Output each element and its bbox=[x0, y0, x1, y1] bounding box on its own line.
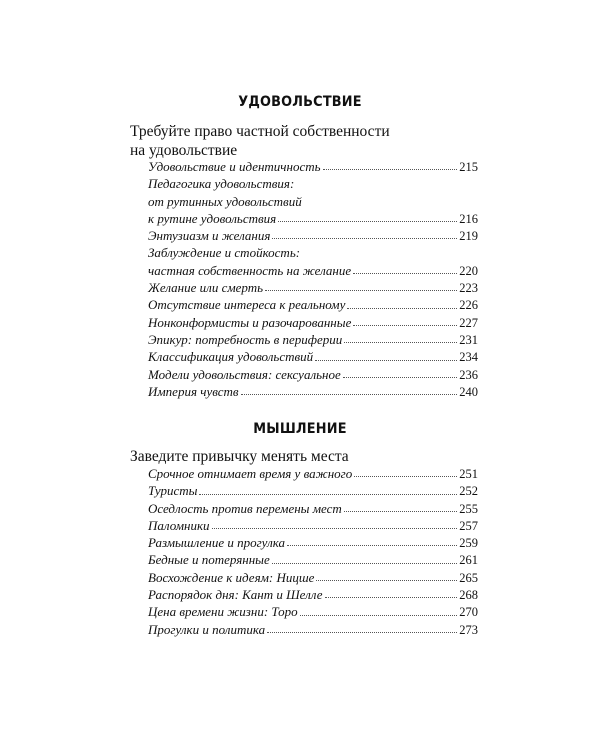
toc-entry[interactable] bbox=[148, 227, 478, 244]
leader-dots bbox=[278, 220, 457, 222]
leader-dots bbox=[353, 272, 457, 274]
entry-label: Прогулки и политика bbox=[148, 621, 266, 637]
leader-dots bbox=[323, 168, 458, 170]
leader-dots bbox=[241, 393, 458, 395]
toc-entry[interactable] bbox=[148, 279, 478, 296]
toc-entry[interactable] bbox=[148, 500, 478, 517]
leader-dots bbox=[343, 376, 458, 378]
entry-label: Распорядок дня: Кант и Шелле bbox=[148, 587, 323, 603]
entry-page: 268 bbox=[459, 588, 478, 603]
entry-label: Модели удовольствия: сексуальное bbox=[148, 366, 341, 382]
entry-page: 270 bbox=[459, 605, 478, 620]
group-title-thinking bbox=[130, 447, 490, 466]
toc-entry[interactable] bbox=[148, 175, 478, 192]
group-title-line: на удовольствие bbox=[130, 142, 238, 159]
entry-label: Туристы bbox=[148, 483, 198, 499]
toc-entry[interactable] bbox=[148, 366, 478, 383]
entry-label: Оседлость против перемены мест bbox=[148, 500, 342, 516]
section-heading-pleasure: УДОВОЛЬСТВИЕ bbox=[238, 94, 362, 110]
leader-dots bbox=[316, 579, 457, 581]
entry-page: 227 bbox=[459, 315, 478, 330]
toc-entry[interactable] bbox=[148, 586, 478, 603]
section-heading-thinking: МЫШЛЕНИЕ bbox=[253, 421, 347, 437]
entry-label: частная собственность на желание bbox=[148, 262, 352, 278]
leader-dots bbox=[300, 614, 458, 616]
entry-label: Цена времени жизни: Торо bbox=[148, 604, 298, 620]
toc-entry[interactable] bbox=[148, 517, 478, 534]
leader-dots bbox=[272, 237, 457, 239]
toc-entry[interactable] bbox=[148, 621, 478, 638]
entry-label: от рутинных удовольствий bbox=[148, 193, 302, 209]
entry-label: Размышление и прогулка bbox=[148, 535, 286, 551]
leader-dots bbox=[199, 493, 457, 495]
leader-dots bbox=[353, 324, 457, 326]
leader-dots bbox=[344, 510, 457, 512]
toc-entry[interactable] bbox=[148, 348, 478, 365]
group-title-line: Заведите привычку менять места bbox=[130, 448, 349, 465]
leader-dots bbox=[354, 475, 457, 477]
entry-label: Классификация удовольствий bbox=[148, 349, 314, 365]
entry-label: Желание или смерть bbox=[148, 280, 264, 296]
leader-dots bbox=[344, 341, 457, 343]
entry-label: Педагогика удовольствия: bbox=[148, 176, 295, 192]
entry-page: 261 bbox=[459, 553, 478, 568]
entry-page: 215 bbox=[459, 160, 478, 174]
entry-label: Заблуждение и стойкость: bbox=[148, 245, 301, 261]
entry-label: Эпикур: потребность в периферии bbox=[148, 331, 343, 347]
toc-entry[interactable] bbox=[148, 262, 478, 279]
entry-label: Удовольствие и идентичность bbox=[148, 159, 321, 174]
entry-label: Срочное отнимает время у важного bbox=[148, 466, 353, 481]
toc-entry[interactable] bbox=[148, 482, 478, 499]
entry-label: к рутине удовольствия bbox=[148, 210, 277, 226]
entry-page: 220 bbox=[459, 263, 478, 278]
toc-entry[interactable] bbox=[148, 331, 478, 348]
entry-label: Бедные и потерянные bbox=[148, 552, 270, 568]
entry-page: 226 bbox=[459, 298, 478, 313]
toc-entry[interactable] bbox=[148, 314, 478, 331]
entry-page: 236 bbox=[459, 367, 478, 382]
entry-page: 231 bbox=[459, 332, 478, 347]
leader-dots bbox=[347, 307, 457, 309]
entry-label: Нонконформисты и разочарованные bbox=[148, 314, 352, 330]
entry-label: Отсутствие интереса к реальному bbox=[148, 297, 346, 313]
entry-page: 216 bbox=[459, 211, 478, 226]
entry-page: 257 bbox=[459, 518, 478, 533]
leader-dots bbox=[315, 359, 457, 361]
entry-page: 234 bbox=[459, 350, 478, 365]
toc-entry[interactable] bbox=[148, 244, 478, 261]
toc-entry[interactable] bbox=[148, 534, 478, 551]
entry-page: 259 bbox=[459, 536, 478, 551]
toc-entry[interactable] bbox=[148, 193, 478, 210]
entry-page: 255 bbox=[459, 501, 478, 516]
leader-dots bbox=[325, 596, 458, 598]
leader-dots bbox=[212, 527, 458, 529]
entry-page: 240 bbox=[459, 384, 478, 399]
entry-label: Паломники bbox=[148, 517, 210, 533]
toc-entry[interactable] bbox=[148, 383, 478, 400]
entry-label: Энтузиазм и желания bbox=[148, 228, 271, 244]
group-title-line: Требуйте право частной собственности bbox=[130, 123, 390, 140]
entry-page: 252 bbox=[459, 484, 478, 499]
toc-entry[interactable] bbox=[148, 158, 478, 175]
entry-label: Империя чувств bbox=[148, 383, 239, 399]
leader-dots bbox=[272, 562, 458, 564]
toc-entry[interactable] bbox=[148, 569, 478, 586]
entry-page: 223 bbox=[459, 281, 478, 296]
entries-thinking bbox=[148, 465, 478, 638]
entry-page: 251 bbox=[459, 467, 478, 481]
entry-page: 273 bbox=[459, 622, 478, 637]
leader-dots bbox=[267, 631, 457, 633]
group-title-pleasure bbox=[130, 122, 490, 160]
toc-entry[interactable] bbox=[148, 603, 478, 620]
entries-pleasure bbox=[148, 158, 478, 400]
entry-page: 265 bbox=[459, 570, 478, 585]
entry-label: Восхождение к идеям: Ницше bbox=[148, 569, 315, 585]
toc-entry[interactable] bbox=[148, 465, 478, 482]
toc-entry[interactable] bbox=[148, 296, 478, 313]
entry-page: 219 bbox=[459, 229, 478, 244]
leader-dots bbox=[287, 544, 457, 546]
toc-entry[interactable] bbox=[148, 210, 478, 227]
leader-dots bbox=[265, 289, 457, 291]
toc-entry[interactable] bbox=[148, 551, 478, 568]
